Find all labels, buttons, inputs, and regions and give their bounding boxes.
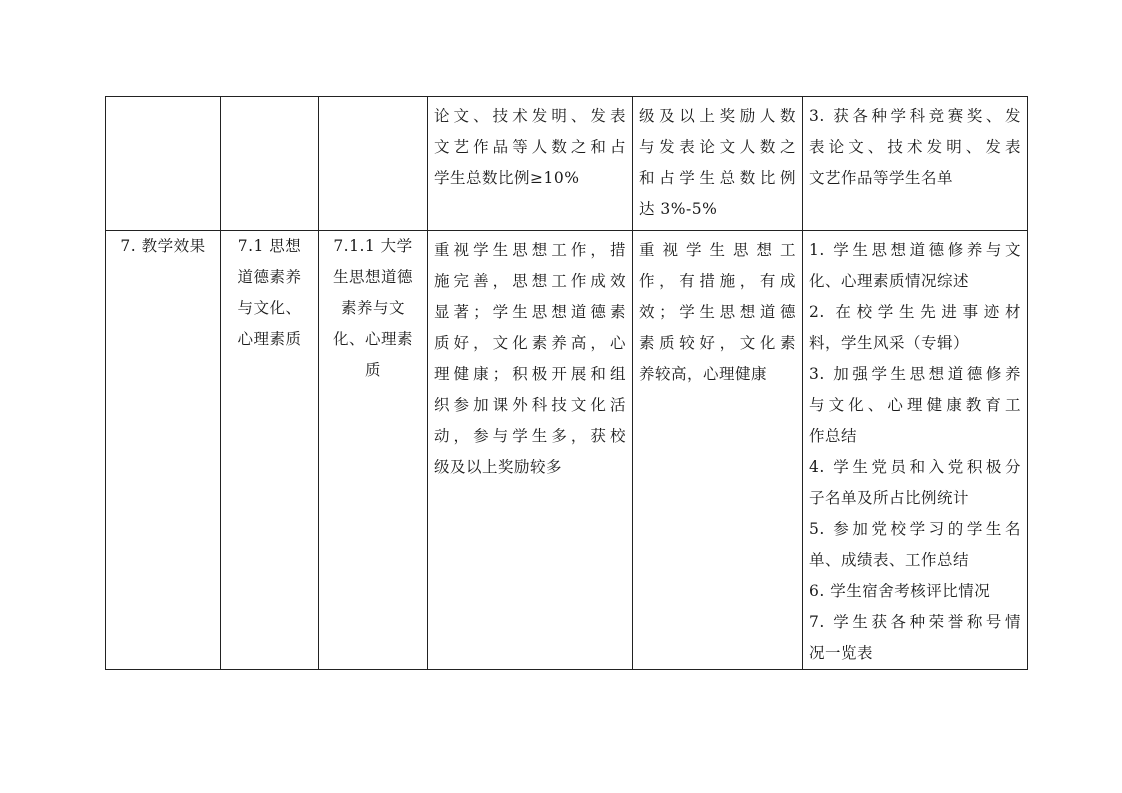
text-line: 动，参与学生多，获校 xyxy=(434,427,626,445)
text-line: 重视学生思想工 xyxy=(639,241,796,259)
text-line: 子名单及所占比例统计 xyxy=(809,489,970,507)
observation-point-cell xyxy=(319,231,428,670)
text-line: 作，有措施，有成 xyxy=(639,272,796,290)
text-line: 质 xyxy=(364,361,381,379)
text-line: 2. 在校学生先进事迹材 xyxy=(809,303,1021,321)
evidence-cell xyxy=(803,97,1028,231)
text-line: 4. 学生党员和入党积极分 xyxy=(809,458,1021,476)
text-line: 级及以上奖励人数 xyxy=(639,107,796,125)
table-row xyxy=(106,231,1028,670)
text-line: 素质较好，文化素 xyxy=(639,334,796,352)
text-line: 道德素养 xyxy=(237,268,302,286)
text-line: 况一览表 xyxy=(809,644,874,662)
text-line: 7.1.1 大学 xyxy=(333,237,413,255)
text-line: 效；学生思想道德 xyxy=(639,303,796,321)
primary-index-cell-empty xyxy=(106,97,221,231)
text-line: 显著；学生思想道德素 xyxy=(434,303,626,321)
text-line: 料，学生风采（专辑） xyxy=(809,334,970,352)
text-line: 3. 加强学生思想道德修养 xyxy=(809,365,1021,383)
text-line: 论文、技术发明、发表 xyxy=(434,107,626,125)
text-line: 6. 学生宿舍考核评比情况 xyxy=(809,582,991,600)
text-line: 施完善，思想工作成效 xyxy=(434,272,626,290)
text-line: 与文化、心理健康教育工 xyxy=(809,396,1021,414)
text-line: 心理素质 xyxy=(237,330,302,348)
basic-requirement-cell xyxy=(633,231,803,670)
evaluation-table xyxy=(105,96,1028,670)
text-line: 7.1 思想 xyxy=(237,237,302,255)
text-line: 和占学生总数比例 xyxy=(639,169,796,187)
text-line: 与文化、 xyxy=(237,299,302,317)
secondary-index-cell xyxy=(221,231,319,670)
primary-index-label: 7. 教学效果 xyxy=(120,237,206,255)
text-line: 单、成绩表、工作总结 xyxy=(809,551,970,569)
text-line: 学生总数比例≥10% xyxy=(434,169,580,187)
text-line: 理健康；积极开展和组 xyxy=(434,365,626,383)
standard-cell xyxy=(428,97,633,231)
text-line: 表论文、技术发明、发表 xyxy=(809,138,1021,156)
text-line: 文艺作品等学生名单 xyxy=(809,169,954,187)
text-line: 素养与文 xyxy=(340,299,405,317)
table-row xyxy=(106,97,1028,231)
standard-cell xyxy=(428,231,633,670)
text-line: 达 3%-5% xyxy=(639,200,718,218)
text-line: 7. 学生获各种荣誉称号情 xyxy=(809,613,1021,631)
text-line: 织参加课外科技文化活 xyxy=(434,396,626,414)
text-line: 文艺作品等人数之和占 xyxy=(434,138,626,156)
secondary-index-cell-empty xyxy=(221,97,319,231)
text-line: 3. 获各种学科竞赛奖、发 xyxy=(809,107,1021,125)
text-line: 1. 学生思想道德修养与文 xyxy=(809,241,1021,259)
evidence-cell xyxy=(803,231,1028,670)
text-line: 养较高，心理健康 xyxy=(639,365,768,383)
text-line: 重视学生思想工作，措 xyxy=(434,241,626,259)
text-line: 化、心理素 xyxy=(332,330,413,348)
observation-point-cell-empty xyxy=(319,97,428,231)
text-line: 与发表论文人数之 xyxy=(639,138,796,156)
text-line: 5. 参加党校学习的学生名 xyxy=(809,520,1021,538)
text-line: 作总结 xyxy=(809,427,858,445)
basic-requirement-cell xyxy=(633,97,803,231)
text-line: 质好，文化素养高，心 xyxy=(434,334,626,352)
text-line: 生思想道德 xyxy=(332,268,413,286)
text-line: 级及以上奖励较多 xyxy=(434,458,563,476)
text-line: 化、心理素质情况综述 xyxy=(809,272,970,290)
primary-index-cell xyxy=(106,231,221,670)
